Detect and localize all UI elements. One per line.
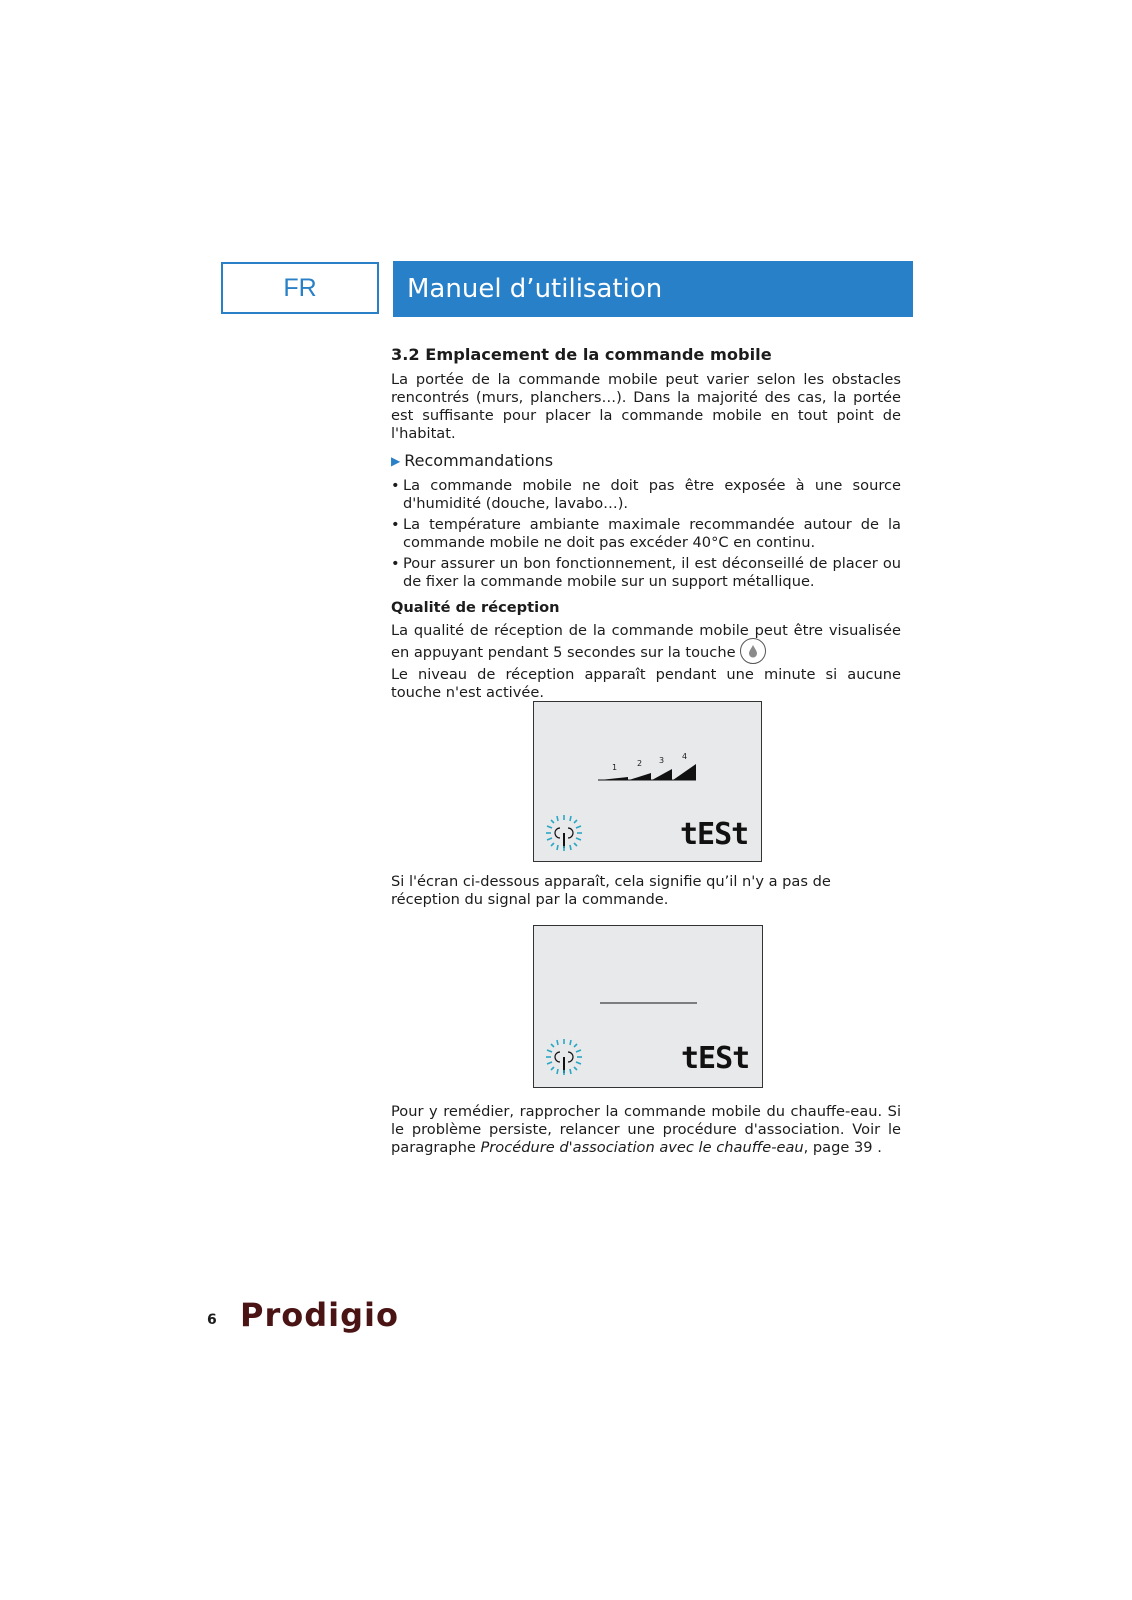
section-title: 3.2 Emplacement de la commande mobile — [391, 345, 772, 364]
list-item: • Pour assurer un bon fonctionnement, il est déconseillé de placer ou de fixer la commande mobile sur un support métallique. — [391, 555, 901, 591]
recommendations-title: Recommandations — [404, 451, 554, 470]
signal-level-label: 1 — [612, 763, 618, 772]
recommendations-list — [391, 477, 901, 591]
antenna-icon — [546, 1039, 582, 1075]
lcd-test-label: tESt — [681, 1041, 750, 1076]
main-content — [391, 345, 901, 702]
list-item: • La température ambiante maximale recommandée autour de la commande mobile ne doit pas excéder 40°C en continu. — [391, 516, 901, 552]
page-number: 6 — [207, 1312, 217, 1328]
remedy-page-ref: , page 39 . — [803, 1139, 882, 1156]
remedy-paragraph — [391, 1103, 901, 1157]
antenna-icon — [546, 815, 582, 851]
remedy-reference: Procédure d'association avec le chauffe-eau — [480, 1139, 804, 1156]
lcd-screen-no-signal — [533, 925, 763, 1088]
quality-paragraph-2: Le niveau de réception apparaît pendant une minute si aucune touche n'est activée. — [391, 666, 901, 701]
signal-bar-2 — [629, 773, 651, 780]
recommendations-heading — [391, 451, 901, 471]
no-signal-paragraph: Si l'écran ci-dessous apparaît, cela signifie qu’il n'y a pas de réception du signal par la commande. — [391, 873, 831, 908]
lcd-screen-signal — [533, 701, 762, 862]
arrow-right-icon: ▶ — [391, 454, 401, 468]
water-drop-button-icon — [740, 638, 766, 664]
intro-paragraph: La portée de la commande mobile peut varier selon les obstacles rencontrés (murs, planchers…). Dans la majorité des cas, la portée est suffisante pour placer la commande mobile en tout point de l'habitat. — [391, 371, 901, 442]
quality-title: Qualité de réception — [391, 599, 560, 616]
signal-bar-3 — [652, 769, 672, 780]
manual-title: Manuel d’utilisation — [407, 274, 663, 304]
lcd-test-label: tESt — [680, 817, 749, 852]
manual-title-bar — [393, 261, 913, 317]
language-tag: FR — [221, 262, 379, 314]
brand-logo: Prodigio — [240, 1296, 399, 1334]
remedy-text: Pour y remédier, rapprocher la commande mobile du chauffe-eau. Si le problème persiste, relancer une procédure d'association. Voir le paragraphe — [391, 1103, 901, 1156]
list-item: • La commande mobile ne doit pas être exposée à une source d'humidité (douche, lavabo…). — [391, 477, 901, 513]
signal-level-label: 2 — [637, 759, 643, 768]
quality-paragraph — [391, 622, 901, 666]
signal-level-label: 3 — [659, 756, 665, 765]
signal-bar-4 — [673, 764, 696, 780]
signal-level-label: 4 — [682, 752, 688, 761]
quality-text: La qualité de réception de la commande mobile peut être visualisée en appuyant pendant 5 secondes sur la touche — [391, 622, 901, 661]
